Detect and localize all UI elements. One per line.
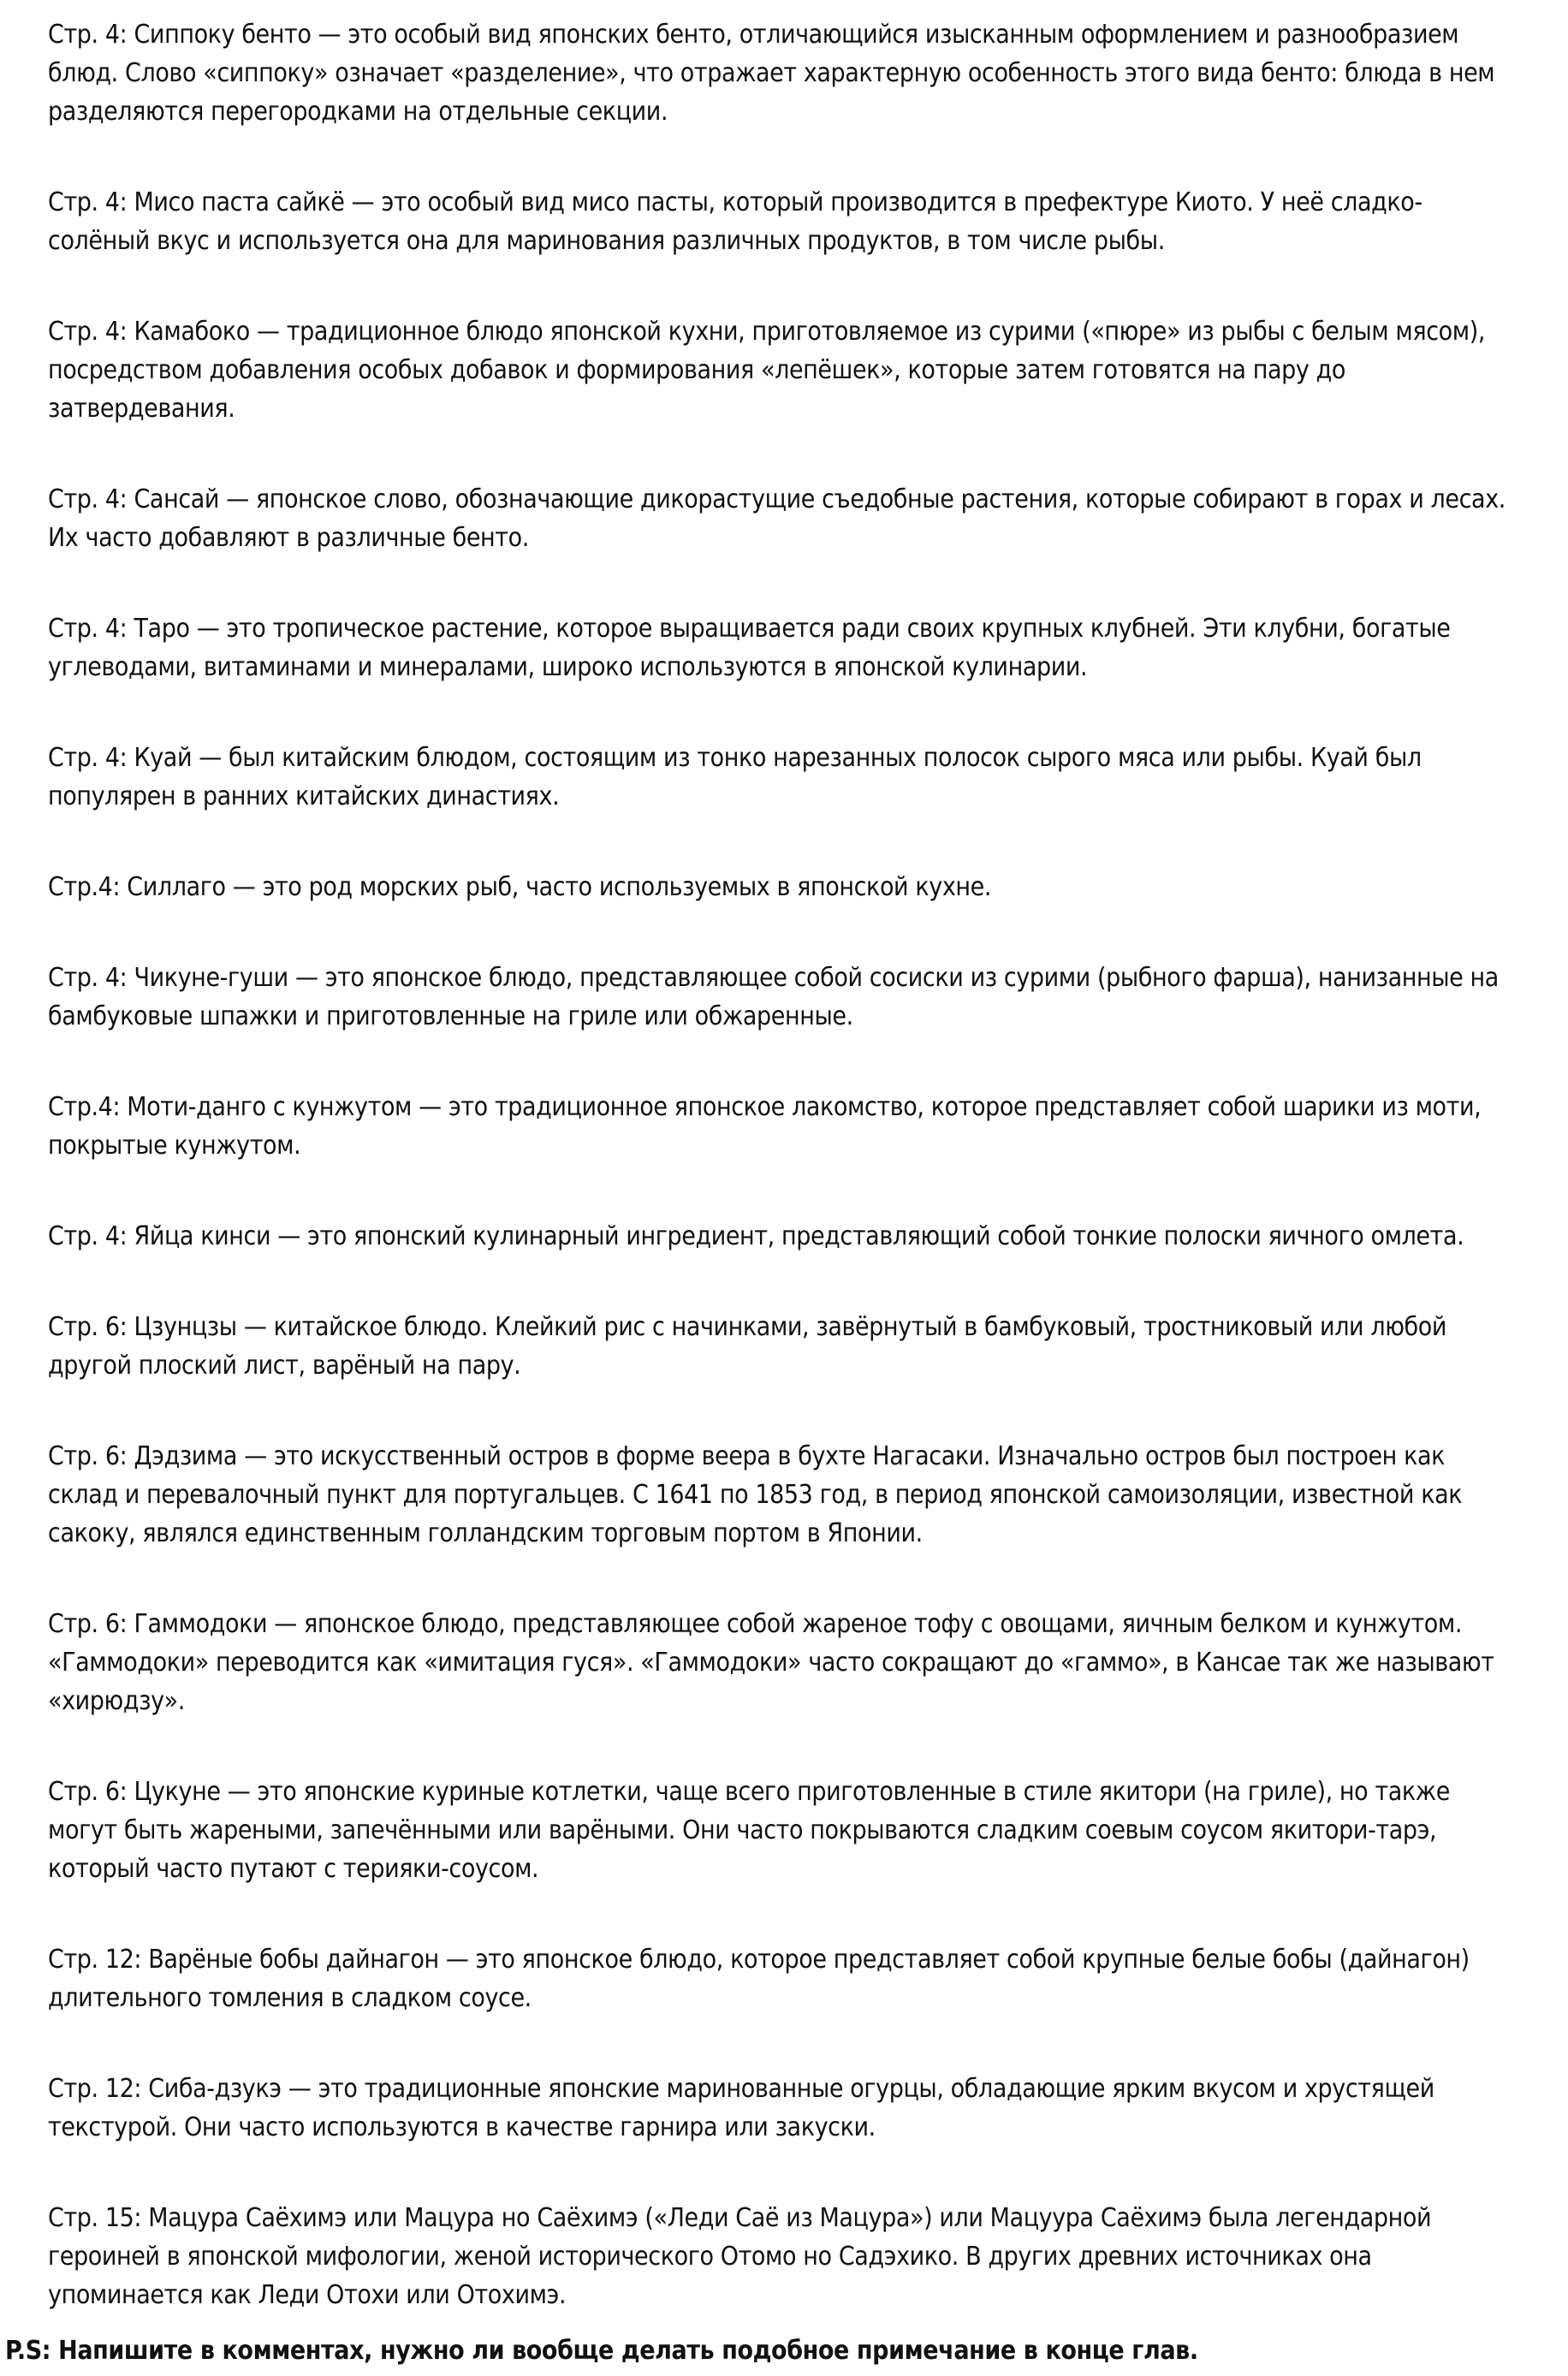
note-taro: Стр. 4: Таро — это тропическое растение, которое выращивается ради своих крупных клубней. Эти клубни, богатые углеводами, витаминами и минералами, широко используются в японской кулинарии. [48, 614, 1451, 682]
note-shippoku-bento: Стр. 4: Сиппоку бенто — это особый вид японских бенто, отличающийся изысканным оформлением и разнообразием блюд. Слово «сиппоку» означает «разделение», что отражает характерную особенность этого вида бенто: блюда в нем разделяются перегородками на отдельные секции. [48, 20, 1495, 127]
note-kinshi-tamago: Стр. 4: Яйца кинси — это японский кулинарный ингредиент, представляющий собой тонкие полоски яичного омлета. [48, 1221, 1464, 1251]
note-dejima: Стр. 6: Дэдзима — это искусственный остров в форме веера в бухте Нагасаки. Изначально остров был построен как склад и перевалочный пункт для португальцев. С 1641 по 1853 год, в период японской самоизоляции, известной как сакоку, являлся единственным голландским торговым портом в Японии. [48, 1441, 1463, 1548]
note-shibazuke: Стр. 12: Сиба-дзукэ — это традиционные японские маринованные огурцы, обладающие ярким вкусом и хрустящей текстурой. Они часто используются в качестве гарнира или закуски. [48, 2074, 1434, 2142]
note-kamaboko: Стр. 4: Камабоко — традиционное блюдо японской кухни, приготовляемое из сурими («пюре» из рыбы с белым мясом), посредством добавления особых добавок и формирования «лепёшек», которые затем готовятся на пару до затвердевания. [48, 317, 1486, 424]
note-matsura-sayohime: Стр. 15: Мацура Саёхимэ или Мацура но Саёхимэ («Леди Саё из Мацура») или Мацуура Саёхимэ была легендарной героиней в японской мифологии, женой исторического Отомо но Садэхико. В других древних источниках она упоминается как Леди Отохи или Отохимэ. [48, 2203, 1432, 2310]
note-chikuwa-gushi: Стр. 4: Чикуне-гуши — это японское блюдо, представляющее собой сосиски из сурими (рыбного фарша), нанизанные на бамбуковые шпажки и приготовленные на гриле или обжаренные. [48, 963, 1499, 1031]
note-sillago: Стр.4: Силлаго — это род морских рыб, часто используемых в японской кухне. [48, 872, 992, 902]
note-sansai: Стр. 4: Сансай — японское слово, обозначающие дикорастущие съедобные растения, которые собирают в горах и лесах. Их часто добавляют в различные бенто. [48, 484, 1506, 553]
note-mochi-dango: Стр.4: Моти-данго с кунжутом — это традиционное японское лакомство, которое представляет собой шарики из моти, покрытые кунжутом. [48, 1092, 1482, 1161]
note-saikyo-miso: Стр. 4: Мисо паста сайкё — это особый вид мисо пасты, который производится в префектуре Киото. У неё сладко-солёный вкус и используется она для маринования различных продуктов, в том числе рыбы. [48, 187, 1422, 256]
note-ganmodoki: Стр. 6: Гаммодоки — японское блюдо, представляющее собой жареное тофу с овощами, яичным белком и кунжутом. «Гаммодоки» переводится как «имитация гуся». «Гаммодоки» часто сокращают до «гаммо», в Кансае так же называют «хирюдзу». [48, 1609, 1494, 1716]
postscript: P.S: Напишите в комментах, нужно ли вообще делать подобное примечание в конце глав. [5, 2336, 1198, 2366]
note-kuai: Стр. 4: Куай — был китайским блюдом, состоящим из тонко нарезанных полосок сырого мяса или рыбы. Куай был популярен в ранних китайских династиях. [48, 743, 1422, 811]
note-dainagon-beans: Стр. 12: Варёные бобы дайнагон — это японское блюдо, которое представляет собой крупные белые бобы (дайнагон) длительного томления в сладком соусе. [48, 1945, 1470, 2013]
note-tsukune: Стр. 6: Цукуне — это японские куриные котлетки, чаще всего приготовленные в стиле якитори (на гриле), но также могут быть жареными, запечёнными или варёными. Они часто покрываются сладким соевым соусом якитори-тарэ, который часто путают с терияки-соусом. [48, 1777, 1450, 1884]
note-zongzi: Стр. 6: Цзунцзы — китайское блюдо. Клейкий рис с начинками, завёрнутый в бамбуковый, тростниковый или любой другой плоский лист, варёный на пару. [48, 1312, 1447, 1381]
notes-list [48, 15, 1520, 2367]
